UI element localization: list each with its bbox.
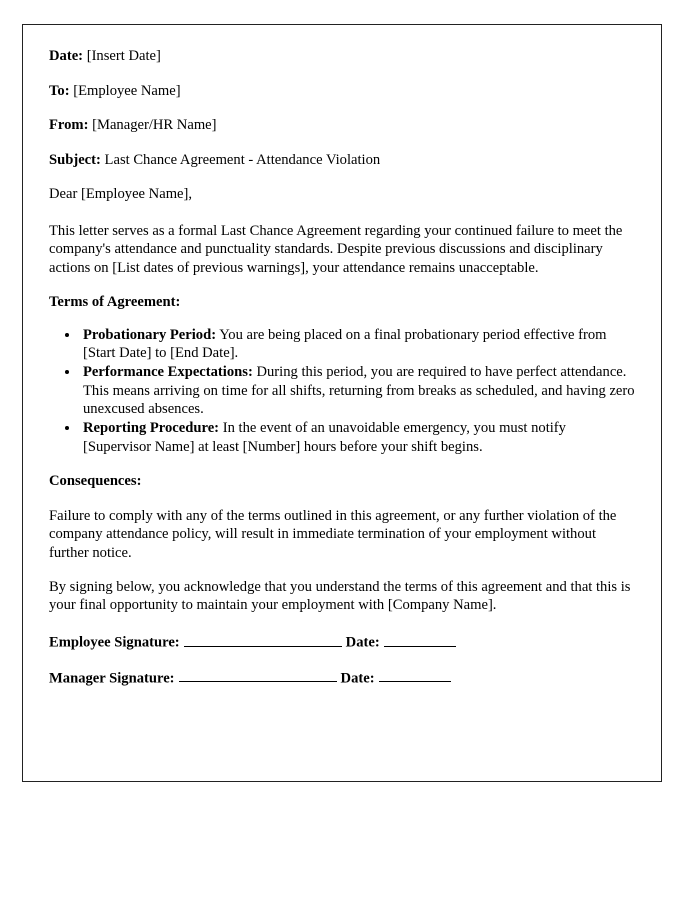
header-field-subject-value: Last Chance Agreement - Attendance Violation	[104, 151, 381, 168]
salutation: Dear [Employee Name],	[49, 186, 193, 202]
terms-list	[49, 326, 637, 456]
header-field-from-value: [Manager/HR Name]	[92, 117, 217, 133]
term-detail-performance-expectations: During this period, you are required to have perfect attendance. This means arriving on time for all shifts, returning from breaks as scheduled, and having zero unexcused absences.	[83, 364, 635, 418]
manager-signature-line[interactable]	[179, 669, 337, 682]
list-item	[80, 363, 637, 418]
term-detail-probationary-period: You are being placed on a final probationary period effective from [Start Date] to [End Date].	[83, 326, 607, 362]
manager-signature-date-label: Date:	[340, 670, 375, 687]
header-field-date-label: Date:	[49, 48, 84, 64]
header-field-from-label: From:	[49, 117, 89, 133]
list-item	[80, 326, 637, 363]
terms-heading: Terms of Agreement:	[49, 293, 181, 310]
manager-signature-label: Manager Signature:	[49, 670, 175, 687]
header-field-to-label: To:	[49, 82, 70, 99]
header-field-date	[49, 47, 637, 65]
consequences-heading: Consequences:	[49, 472, 142, 489]
manager-signature-date-line[interactable]	[379, 669, 451, 682]
employee-signature-label: Employee Signature:	[49, 634, 180, 651]
document-content	[49, 45, 637, 704]
intro-paragraph: This letter serves as a formal Last Chance Agreement regarding your continued failure to meet the company's attendance and punctuality standards. Despite previous discussions and disciplinary actions on [List dates of previous warnings], your attendance remains unacceptable.	[49, 223, 623, 276]
employee-signature-line[interactable]	[184, 633, 342, 646]
header-field-from	[49, 116, 637, 134]
list-item	[80, 419, 637, 456]
term-label-performance-expectations: Performance Expectations:	[83, 364, 253, 381]
employee-signature-row	[49, 633, 637, 651]
header-field-to-value: [Employee Name]	[73, 82, 181, 99]
manager-signature-row	[49, 669, 637, 687]
document-page	[22, 24, 662, 782]
header-field-subject-label: Subject:	[49, 151, 101, 168]
header-field-to	[49, 82, 637, 100]
consequences-paragraph: Failure to comply with any of the terms outlined in this agreement, or any further violation of the company attendance policy, will result in immediate termination of your employment without further notice.	[49, 507, 617, 561]
acknowledgement-paragraph: By signing below, you acknowledge that you understand the terms of this agreement and that this is your final opportunity to maintain your employment with [Company Name].	[49, 578, 631, 614]
term-detail-reporting-procedure: In the event of an unavoidable emergency, you must notify [Supervisor Name] at least [Number] hours before your shift begins.	[83, 420, 566, 455]
employee-signature-date-line[interactable]	[384, 633, 456, 646]
signature-block	[49, 633, 637, 687]
header-field-subject	[49, 151, 637, 169]
term-label-reporting-procedure: Reporting Procedure:	[83, 420, 220, 437]
header-field-date-value: [Insert Date]	[86, 48, 161, 64]
employee-signature-date-label: Date:	[345, 634, 380, 651]
term-label-probationary-period: Probationary Period:	[83, 326, 217, 343]
